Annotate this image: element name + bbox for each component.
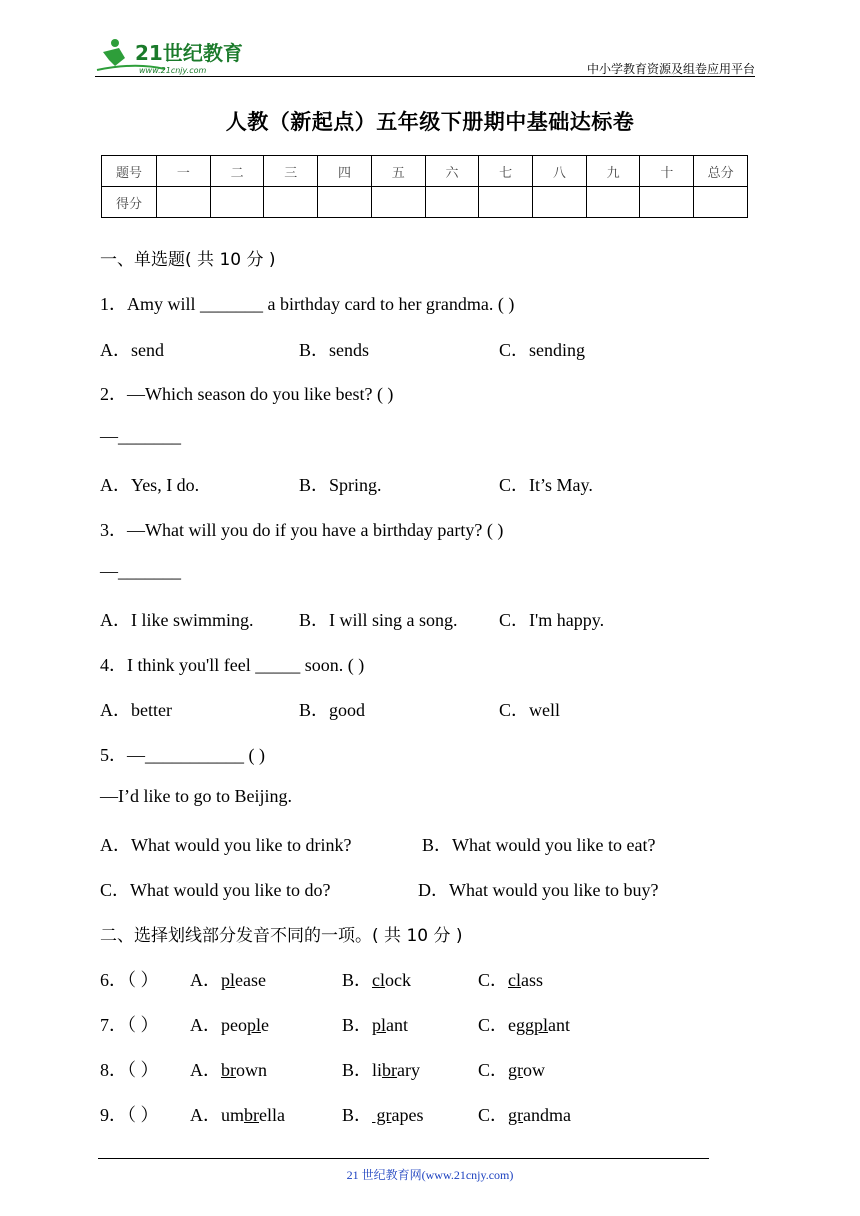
q1-option-b[interactable]: B．sends: [299, 340, 370, 360]
q2-option-a[interactable]: A．Yes, I do.: [100, 475, 200, 495]
score-cell[interactable]: [694, 187, 748, 218]
option-suffix: ease: [235, 970, 266, 990]
q3-option-c[interactable]: C．I'm happy.: [499, 610, 605, 630]
option-suffix: andma: [523, 1105, 571, 1125]
score-table-score-row: [102, 187, 748, 218]
q2-stem: 2．—Which season do you like best? ( ): [100, 384, 394, 404]
logo-21cnjy: [95, 36, 265, 76]
score-header-cell: 五: [371, 156, 425, 187]
option-prefix: A．peo: [190, 1015, 247, 1035]
q5-option-b[interactable]: B．What would you like to eat?: [422, 835, 656, 855]
header-divider: [95, 76, 755, 77]
q6-option-a[interactable]: [190, 966, 266, 992]
option-prefix: C．: [478, 970, 509, 990]
score-row-label: 得分: [102, 187, 157, 218]
score-header-cell: 十: [640, 156, 694, 187]
logo-url: www.21cnjy.com: [139, 66, 207, 75]
option-prefix: B．: [342, 970, 373, 990]
page-header: [95, 30, 755, 78]
q9-option-a[interactable]: [190, 1101, 285, 1127]
score-header-cell: 总分: [694, 156, 748, 187]
q3-option-b[interactable]: B．I will sing a song.: [299, 610, 458, 630]
option-prefix: B．: [342, 1105, 373, 1125]
option-suffix: ant: [548, 1015, 571, 1035]
q9-number: 9．（ ）: [100, 1105, 159, 1125]
underlined-part: gr: [508, 1105, 524, 1125]
q1-stem: 1．Amy will _______ a birthday card to her grandma. ( ): [100, 294, 515, 314]
score-header-cell: 二: [210, 156, 264, 187]
q7-option-a[interactable]: [190, 1011, 269, 1037]
q5-dialogue: —I’d like to go to Beijing.: [100, 786, 292, 806]
score-cell[interactable]: [318, 187, 372, 218]
option-suffix: ow: [523, 1060, 546, 1080]
q5-stem: 5．—___________ ( ): [100, 745, 265, 765]
q1-option-c[interactable]: C．sending: [499, 340, 586, 360]
header-slogan: 中小学教育资源及组卷应用平台: [586, 62, 755, 76]
q2-option-b[interactable]: B．Spring.: [299, 475, 382, 495]
score-header-cell: 题号: [102, 156, 157, 187]
q3-answer-blank: —_______: [100, 561, 181, 581]
q5-option-c[interactable]: C．What would you like to do?: [100, 880, 331, 900]
q5-option-a[interactable]: A．What would you like to drink?: [100, 835, 352, 855]
q6-option-b[interactable]: [342, 966, 411, 992]
score-cell[interactable]: [210, 187, 264, 218]
logo-text: 21世纪教育: [135, 41, 243, 65]
section2-heading: 二、选择划线部分发音不同的一项。( 共 10 分 ): [100, 926, 463, 946]
score-table-header-row: [102, 156, 748, 187]
option-suffix: ant: [386, 1015, 409, 1035]
section1-heading: 一、单选题( 共 10 分 ): [100, 250, 276, 270]
q6-number: 6．（ ）: [100, 970, 159, 990]
q4-option-b[interactable]: B．good: [299, 700, 366, 720]
q3-stem: 3．—What will you do if you have a birthday party? ( ): [100, 520, 504, 540]
q8-option-c[interactable]: [478, 1056, 545, 1082]
q2-answer-blank: —_______: [100, 426, 181, 446]
score-header-cell: 六: [425, 156, 479, 187]
underlined-part: pl: [372, 1015, 387, 1035]
q9-option-c[interactable]: [478, 1101, 571, 1127]
q6-option-c[interactable]: [478, 966, 543, 992]
option-prefix: A．: [190, 970, 221, 990]
score-header-cell: 七: [479, 156, 533, 187]
score-cell[interactable]: [640, 187, 694, 218]
underlined-part: br: [244, 1105, 259, 1125]
score-header-cell: 四: [318, 156, 372, 187]
underlined-part: br: [382, 1060, 398, 1080]
option-prefix: C．: [478, 1105, 509, 1125]
q4-option-a[interactable]: A．better: [100, 700, 172, 720]
q2-option-c[interactable]: C．It’s May.: [499, 475, 593, 495]
underlined-part: gr: [372, 1105, 392, 1125]
q7-number: 7．（ ）: [100, 1015, 159, 1035]
q8-option-a[interactable]: [190, 1056, 267, 1082]
option-suffix: e: [261, 1015, 270, 1035]
q9-option-b[interactable]: [342, 1101, 424, 1127]
underlined-part: gr: [508, 1060, 524, 1080]
score-cell[interactable]: [586, 187, 640, 218]
underlined-part: pl: [534, 1015, 549, 1035]
underlined-part: cl: [372, 970, 386, 990]
page-footer: 21 世纪教育网(www.21cnjy.com): [346, 1168, 514, 1182]
option-prefix: B．: [342, 1015, 373, 1035]
option-suffix: apes: [391, 1105, 424, 1125]
q7-option-c[interactable]: [478, 1011, 570, 1037]
option-suffix: own: [236, 1060, 267, 1080]
option-suffix: ock: [385, 970, 412, 990]
q7-option-b[interactable]: [342, 1011, 408, 1037]
footer-divider: [98, 1158, 709, 1159]
page-title: 人教（新起点）五年级下册期中基础达标卷: [225, 110, 635, 134]
option-prefix: A．um: [190, 1105, 244, 1125]
underlined-part: cl: [508, 970, 522, 990]
option-prefix: A．: [190, 1060, 221, 1080]
underlined-part: pl: [221, 970, 236, 990]
q8-option-b[interactable]: [342, 1056, 420, 1082]
option-suffix: ella: [259, 1105, 285, 1125]
score-cell[interactable]: [479, 187, 533, 218]
q3-option-a[interactable]: A．I like swimming.: [100, 610, 254, 630]
option-suffix: ass: [521, 970, 544, 990]
score-header-cell: 九: [586, 156, 640, 187]
score-header-cell: 八: [533, 156, 587, 187]
score-cell[interactable]: [157, 187, 211, 218]
option-prefix: C．egg: [478, 1015, 534, 1035]
q4-option-c[interactable]: C．well: [499, 700, 560, 720]
score-cell[interactable]: [264, 187, 318, 218]
q5-option-d[interactable]: D．What would you like to buy?: [418, 880, 659, 900]
q1-option-a[interactable]: A．send: [100, 340, 164, 360]
score-cell[interactable]: [533, 187, 587, 218]
score-table: [101, 155, 748, 218]
score-cell[interactable]: [425, 187, 479, 218]
option-prefix: B．li: [342, 1060, 383, 1080]
q8-number: 8．（ ）: [100, 1060, 159, 1080]
q4-stem: 4．I think you'll feel _____ soon. ( ): [100, 655, 365, 675]
underlined-part: pl: [247, 1015, 262, 1035]
score-header-cell: 一: [157, 156, 211, 187]
score-header-cell: 三: [264, 156, 318, 187]
option-prefix: C．: [478, 1060, 509, 1080]
option-suffix: ary: [397, 1060, 420, 1080]
underlined-part: br: [221, 1060, 236, 1080]
score-cell[interactable]: [371, 187, 425, 218]
